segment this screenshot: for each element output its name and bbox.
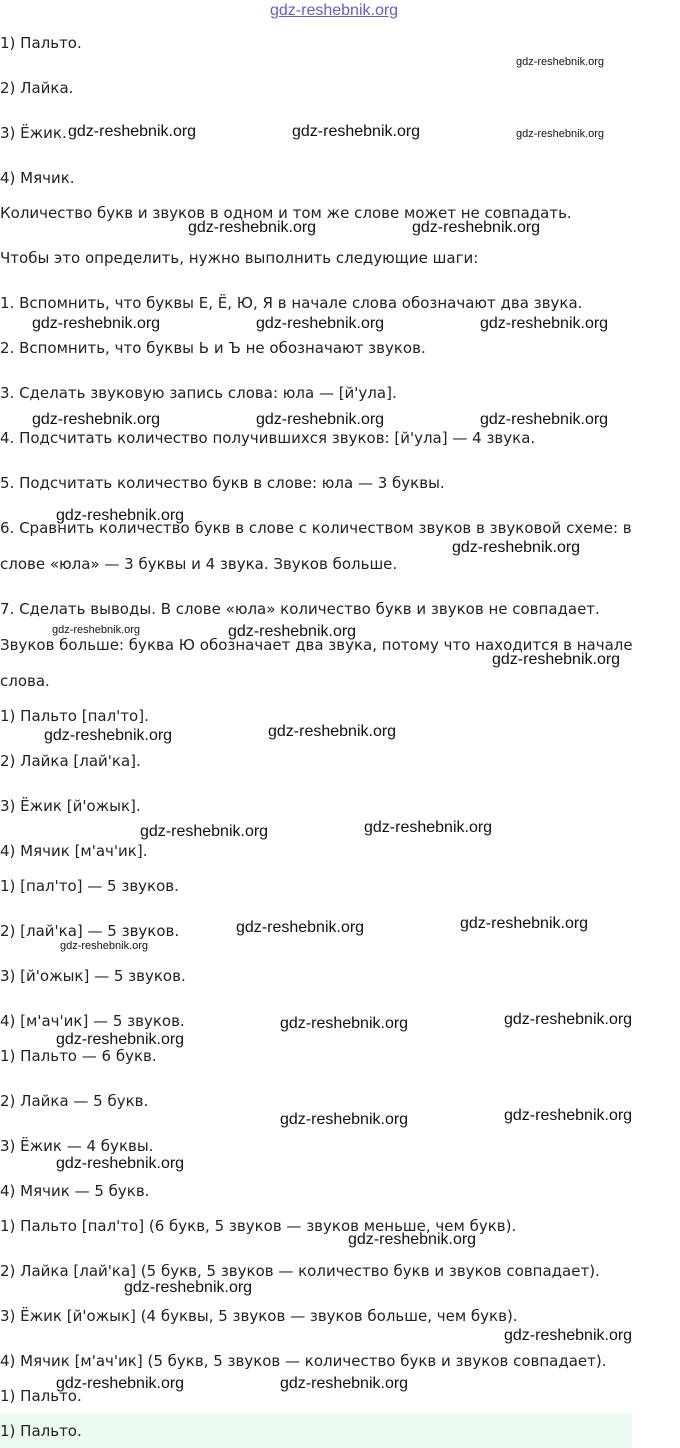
watermark: gdz-reshebnik.org — [452, 539, 581, 556]
watermark: gdz-reshebnik.org — [256, 315, 385, 332]
text-line: 4) Мячик [м'ач'ик] (5 букв, 5 звуков — количество букв и звуков совпадает). — [0, 1352, 607, 1370]
answer-line: 1) Пальто. — [0, 1422, 82, 1440]
watermark: gdz-reshebnik.org — [56, 1155, 185, 1172]
text-line: 1) [пал'то] — 5 звуков. — [0, 877, 179, 895]
text-line: 1) Пальто [пал'то]. — [0, 707, 149, 725]
text-line: 2) Лайка. — [0, 79, 74, 97]
watermark: gdz-reshebnik.org — [504, 1011, 633, 1028]
text-line: 1) Пальто — 6 букв. — [0, 1047, 157, 1065]
text-line: 7. Сделать выводы. В слове «юла» количество букв и звуков не совпадает. — [0, 600, 600, 618]
text-line: 6. Сравнить количество букв в слове с количеством звуков в звуковой схеме: в — [0, 519, 632, 537]
watermark: gdz-reshebnik.org — [504, 1327, 633, 1344]
text-line: 2) Лайка [лай'ка] (5 букв, 5 звуков — количество букв и звуков совпадает). — [0, 1262, 600, 1280]
watermark: gdz-reshebnik.org — [280, 1375, 409, 1392]
watermark: gdz-reshebnik.org — [412, 219, 541, 236]
watermark: gdz-reshebnik.org — [52, 624, 141, 636]
text-line: Звуков больше: буква Ю обозначает два звука, потому что находится в начале — [0, 636, 633, 654]
text-line: 2) Лайка — 5 букв. — [0, 1092, 149, 1110]
watermark: gdz-reshebnik.org — [56, 507, 185, 524]
text-line: 2) [лай'ка] — 5 звуков. — [0, 922, 180, 940]
text-line: 3) Ёжик [й'ожык] (4 буквы, 5 звуков — звуков больше, чем букв). — [0, 1307, 518, 1325]
watermark: gdz-reshebnik.org — [256, 411, 385, 428]
text-line: 4) Мячик — 5 букв. — [0, 1182, 150, 1200]
text-line: 3) [й'ожык] — 5 звуков. — [0, 967, 186, 985]
text-line: 2. Вспомнить, что буквы Ь и Ъ не обозначают звуков. — [0, 339, 426, 357]
watermark: gdz-reshebnik.org — [480, 315, 609, 332]
text-line: слова. — [0, 672, 50, 690]
watermark: gdz-reshebnik.org — [140, 823, 269, 840]
watermark: gdz-reshebnik.org — [44, 727, 173, 744]
text-line: 4) Мячик [м'ач'ик]. — [0, 842, 148, 860]
text-line: 5. Подсчитать количество букв в слове: юла — 3 буквы. — [0, 474, 445, 492]
watermark: gdz-reshebnik.org — [60, 940, 149, 952]
watermark: gdz-reshebnik.org — [504, 1107, 633, 1124]
answer-highlight — [0, 1413, 632, 1448]
watermark: gdz-reshebnik.org — [32, 411, 161, 428]
text-line: Чтобы это определить, нужно выполнить следующие шаги: — [0, 249, 479, 267]
watermark: gdz-reshebnik.org — [124, 1279, 253, 1296]
text-line: 3. Сделать звуковую запись слова: юла — [й'ула]. — [0, 384, 397, 402]
watermark: gdz-reshebnik.org — [492, 651, 621, 668]
watermark: gdz-reshebnik.org — [516, 56, 605, 68]
text-line: 1. Вспомнить, что буквы Е, Ё, Ю, Я в начале слова обозначают два звука. — [0, 294, 583, 312]
text-line: 4) [м'ач'ик] — 5 звуков. — [0, 1012, 185, 1030]
watermark: gdz-reshebnik.org — [32, 315, 161, 332]
watermark: gdz-reshebnik.org — [348, 1231, 477, 1248]
watermark: gdz-reshebnik.org — [516, 128, 605, 140]
text-line: слове «юла» — 3 буквы и 4 звука. Звуков больше. — [0, 555, 398, 573]
watermark: gdz-reshebnik.org — [188, 219, 317, 236]
text-line: 4. Подсчитать количество получившихся звуков: [й'ула] — 4 звука. — [0, 429, 536, 447]
text-line: 1) Пальто. — [0, 34, 82, 52]
text-line: 1) Пальто [пал'то] (6 букв, 5 звуков — звуков меньше, чем букв). — [0, 1217, 517, 1235]
watermark: gdz-reshebnik.org — [480, 411, 609, 428]
text-line: 3) Ёжик — 4 буквы. — [0, 1137, 154, 1155]
text-line: 3) Ёжик. — [0, 124, 67, 142]
watermark: gdz-reshebnik.org — [364, 819, 493, 836]
text-line: 1) Пальто. — [0, 1387, 82, 1405]
watermark: gdz-reshebnik.org — [268, 723, 397, 740]
watermark: gdz-reshebnik.org — [236, 919, 365, 936]
watermark: gdz-reshebnik.org — [280, 1111, 409, 1128]
text-line: Количество букв и звуков в одном и том же слове может не совпадать. — [0, 204, 572, 222]
watermark: gdz-reshebnik.org — [56, 1375, 185, 1392]
text-line: 4) Мячик. — [0, 169, 75, 187]
text-line: 3) Ёжик [й'ожык]. — [0, 797, 141, 815]
watermark: gdz-reshebnik.org — [68, 123, 197, 140]
watermark: gdz-reshebnik.org — [228, 623, 357, 640]
watermark: gdz-reshebnik.org — [56, 1031, 185, 1048]
text-line: 2) Лайка [лай'ка]. — [0, 752, 141, 770]
header-watermark-link[interactable]: gdz-reshebnik.org — [270, 2, 399, 19]
watermark: gdz-reshebnik.org — [292, 123, 421, 140]
watermark: gdz-reshebnik.org — [460, 915, 589, 932]
watermark: gdz-reshebnik.org — [280, 1015, 409, 1032]
